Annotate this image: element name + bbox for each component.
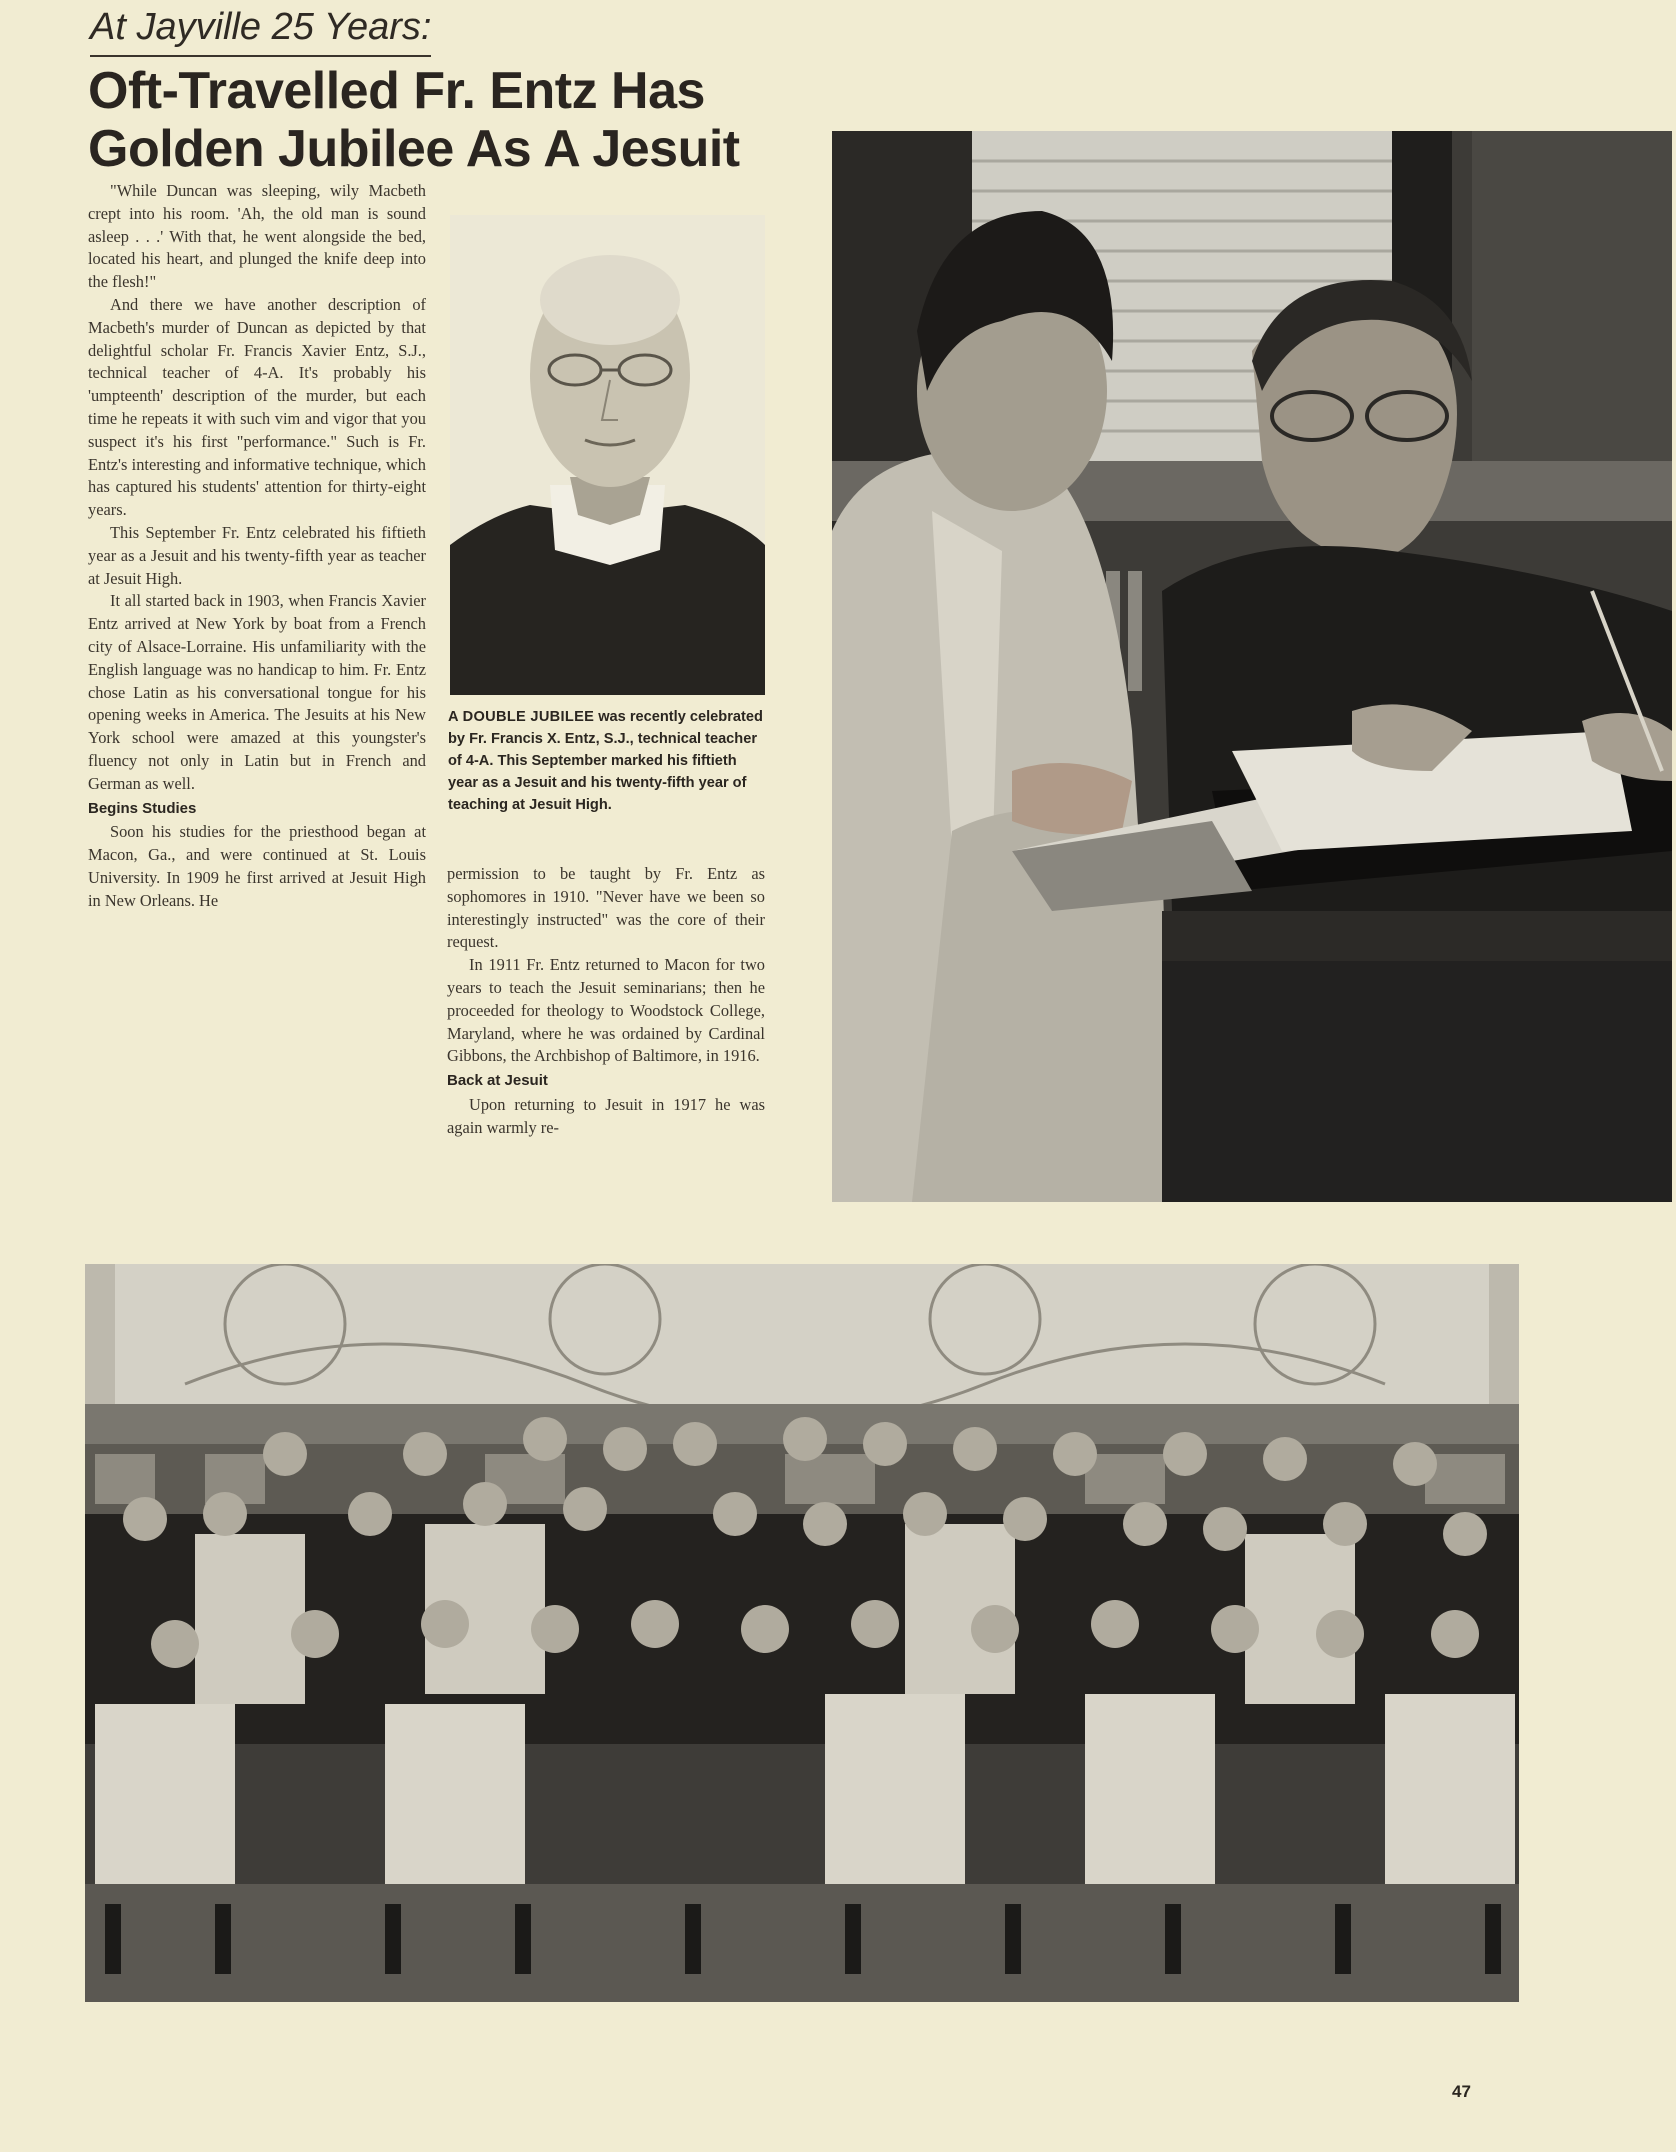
column-2-paragraph-3: Upon returning to Jesuit in 1917 he was again warmly re-: [447, 1094, 765, 1137]
column-2-paragraph-1: permission to be taught by Fr. Entz as sophomores in 1910. "Never have we been so interestingly instructed" was the core of their request.: [447, 864, 765, 952]
column-1-paragraph-3: This September Fr. Entz celebrated his fiftieth year as a Jesuit and his twenty-fifth year as teacher at Jesuit High.: [88, 522, 426, 588]
subheading-begins-studies: Begins Studies: [88, 799, 197, 817]
article-column-1: [88, 180, 426, 1198]
subheading-back-at-jesuit: Back at Jesuit: [447, 1072, 548, 1090]
article-headline: Oft-Travelled Fr. Entz Has Golden Jubilee As A Jesuit: [88, 62, 740, 178]
group-photo-image: [85, 1264, 1519, 2002]
portrait-photo-image: [450, 215, 765, 695]
article-column-2: [447, 863, 765, 1199]
portrait-photo: [450, 215, 765, 695]
article-kicker: At Jayville 25 Years:: [90, 6, 431, 57]
column-1-paragraph-4: It all started back in 1903, when Francis Xavier Entz arrived at New York by boat from a French city of Alsace-Lorraine. His unfamiliarity with the English language was no handicap to him. Fr. Entz chose Latin as his conversational tongue for his opening weeks in America. The Jesuits at his New York school were amazed at this youngster's fluency not only in Latin but in French and German as well.: [88, 591, 426, 793]
portrait-caption: [448, 706, 764, 816]
caption-lead: A DOUBLE JUBILEE: [448, 709, 595, 725]
group-photo: [85, 1264, 1519, 2002]
column-2-paragraph-2: In 1911 Fr. Entz returned to Macon for two years to teach the Jesuit seminarians; then he proceeded for theology to Woodstock College, Maryland, where he was ordained by Cardinal Gibbons, the Archbishop of Baltimore, in 1916.: [447, 955, 765, 1066]
study-photo-image: [832, 131, 1672, 1202]
page-number: 47: [1452, 2082, 1471, 2101]
study-photo: [832, 131, 1672, 1202]
column-1-paragraph-1: "While Duncan was sleeping, wily Macbeth crept into his room. 'Ah, the old man is sound asleep . . .' With that, he went alongside the bed, located his heart, and plunged the knife deep into the flesh!": [88, 181, 426, 292]
column-1-paragraph-5: Soon his studies for the priesthood began at Macon, Ga., and were continued at St. Louis University. In 1909 he first arrived at Jesuit High in New Orleans. He: [88, 822, 426, 910]
column-1-paragraph-2: And there we have another description of Macbeth's murder of Duncan as depicted by that delightful scholar Fr. Francis Xavier Entz, S.J., technical teacher of 4-A. It's probably his 'umpteenth' description of the murder, but each time he repeats it with such vim and vigor that you suspect it's his first "performance." Such is Fr. Entz's interesting and informative technique, which has captured his students' attention for thirty-eight years.: [88, 294, 426, 520]
caption-text: was recently celebrated by Fr. Francis X. Entz, S.J., technical teacher of 4-A. This September marked his fiftieth year as a Jesuit and his twenty-fifth year of teaching at Jesuit High.: [448, 709, 763, 813]
